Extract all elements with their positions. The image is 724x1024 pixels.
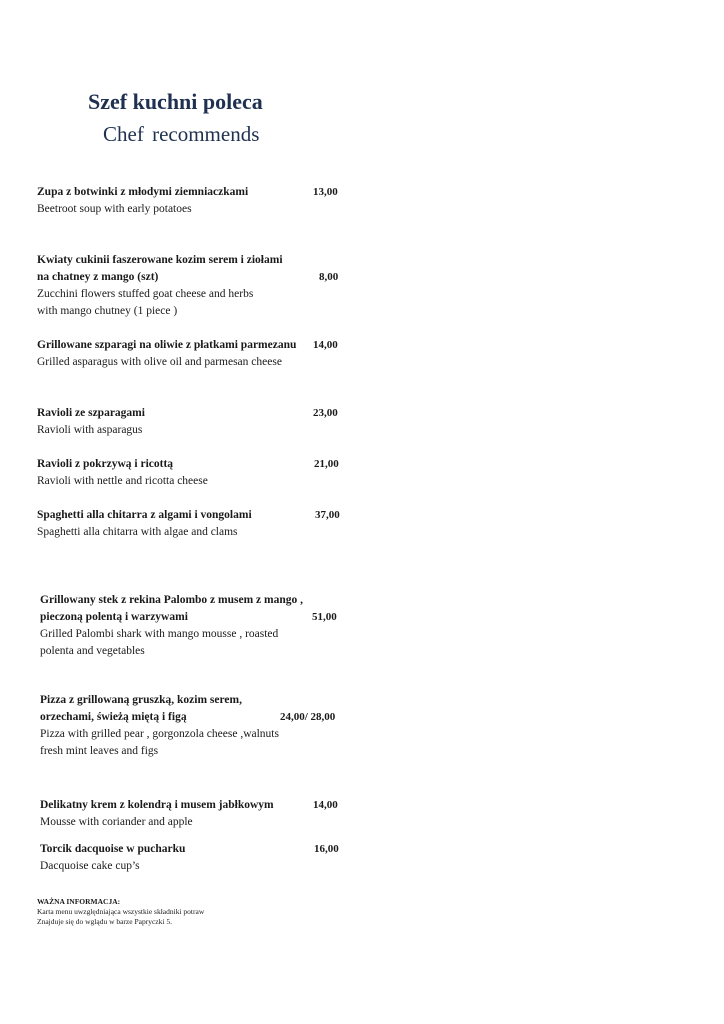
item-name-continued: orzechami, świeżą miętą i figą 24,00/ 28,00 [40,709,360,726]
item-description: Dacquoise cake cup’s [40,860,140,872]
item-name: Zupa z botwinki z młodymi ziemniaczkami 13,00 [37,184,357,201]
item-name: Ravioli ze szparagami 23,00 [37,405,357,422]
menu-item-pizza-pear [40,692,360,760]
item-description: Pizza with grilled pear , gorgonzola cheese ,walnuts [40,728,279,740]
item-description: Beetroot soup with early potatoes [37,203,192,215]
info-line-1: Karta menu uwzględniająca wszystkie składniki potraw [37,907,205,916]
item-price: 37,00 [315,509,340,521]
item-description: Zucchini flowers stuffed goat cheese and herbs [37,288,254,300]
item-name: Delikatny krem z kolendrą i musem jabłkowym 14,00 [40,797,360,814]
menu-title-english: Chef recommends [103,122,260,146]
important-information [37,897,204,927]
menu-item-beetroot-soup [37,184,357,218]
item-price: 16,00 [314,843,339,855]
info-heading: WAŻNA INFORMACJA: [37,897,121,906]
item-description: Ravioli with nettle and ricotta cheese [37,475,208,487]
item-description: Ravioli with asparagus [37,424,143,436]
menu-item-zucchini-flowers [37,252,357,320]
menu-item-ravioli-nettle [37,456,357,490]
item-name: Torcik dacquoise w pucharku 16,00 [40,841,360,858]
item-description-continued: with mango chutney (1 piece ) [37,305,178,317]
menu-item-spaghetti-chitarra [37,507,357,541]
menu-item-grilled-shark [40,592,360,660]
item-name: Grillowane szparagi na oliwie z płatkami parmezanu 14,00 [37,337,357,354]
menu-title-polish: Szef kuchni poleca [88,89,263,114]
item-price: 24,00/ 28,00 [280,711,336,723]
item-description: Spaghetti alla chitarra with algae and clams [37,526,238,538]
info-line-2: Znajduje się do wglądu w barze Papryczki 5. [37,917,172,926]
item-description-continued: fresh mint leaves and figs [40,745,159,757]
item-description-continued: polenta and vegetables [40,645,145,657]
item-name-continued: na chatney z mango (szt) 8,00 [37,269,357,286]
item-price: 13,00 [313,186,338,198]
item-name: Pizza z grillowaną gruszką, kozim serem, [40,694,242,706]
item-description: Grilled Palombi shark with mango mousse , roasted [40,628,279,640]
item-price: 51,00 [312,611,337,623]
item-name-continued: pieczoną polentą i warzywami 51,00 [40,609,360,626]
item-price: 14,00 [313,799,338,811]
item-description: Mousse with coriander and apple [40,816,193,828]
item-name: Grillowany stek z rekina Palombo z musem z mango , [40,594,303,606]
item-name: Spaghetti alla chitarra z algami i vongolami 37,00 [37,507,357,524]
item-description: Grilled asparagus with olive oil and parmesan cheese [37,356,282,368]
menu-item-coriander-cream [40,797,360,831]
item-price: 14,00 [313,339,338,351]
menu-item-grilled-asparagus [37,337,357,371]
item-name: Ravioli z pokrzywą i ricottą 21,00 [37,456,357,473]
menu-item-dacquoise [40,841,360,875]
item-price: 21,00 [314,458,339,470]
item-name: Kwiaty cukinii faszerowane kozim serem i ziołami [37,254,283,266]
item-price: 8,00 [319,271,339,283]
menu-item-ravioli-asparagus [37,405,357,439]
item-price: 23,00 [313,407,338,419]
